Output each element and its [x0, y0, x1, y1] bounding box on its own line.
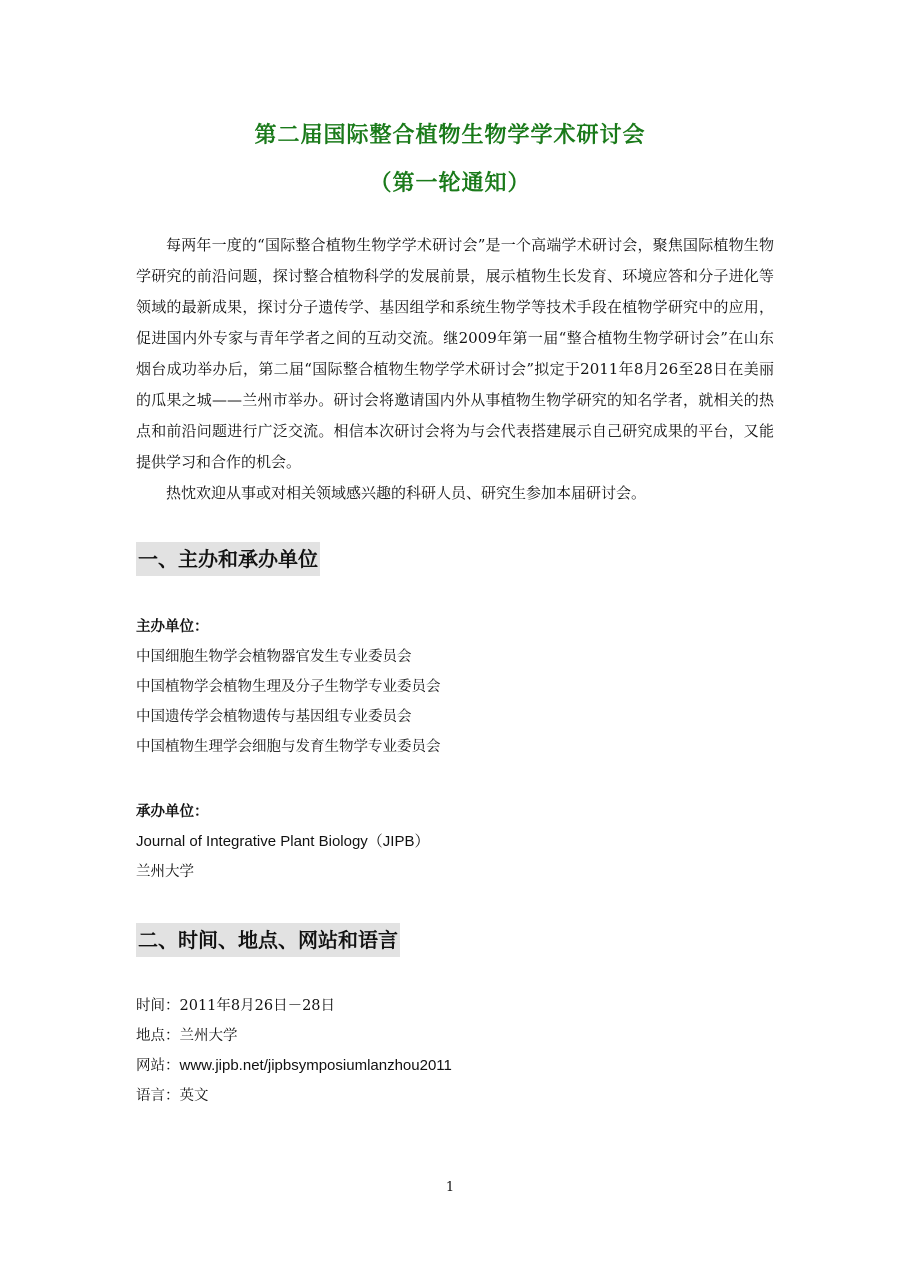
place-label: 地点： [136, 1028, 180, 1044]
website-label: 网站： [136, 1058, 180, 1074]
organizers-label: 主办单位： [136, 619, 209, 635]
organizer-item: 中国细胞生物学会植物器官发生专业委员会 [136, 649, 412, 665]
hosts-label: 承办单位： [136, 804, 209, 820]
organizer-item: 中国遗传学会植物遗传与基因组专业委员会 [136, 709, 412, 725]
host-item: Journal of Integrative Plant Biology（JIPB） [136, 833, 430, 850]
intro-paragraph: 热忱欢迎从事或对相关领域感兴趣的科研人员、研究生参加本届研讨会。 [166, 484, 647, 502]
place-row [136, 1021, 776, 1051]
language-label: 语言： [136, 1088, 180, 1104]
organizer-item: 中国植物生理学会细胞与发育生物学专业委员会 [136, 739, 441, 755]
hosts-block [136, 797, 776, 887]
organizers-block [136, 612, 776, 762]
organizer-item: 中国植物学会植物生理及分子生物学专业委员会 [136, 679, 441, 695]
event-info-block [136, 991, 776, 1111]
time-value: 2011年8月26日－28日 [179, 998, 336, 1014]
time-label: 时间： [136, 998, 180, 1014]
time-row [136, 991, 776, 1021]
place-value: 兰州大学 [179, 1028, 238, 1044]
section-heading-organizers: 一、主办和承办单位 [136, 542, 320, 576]
document-title: 第二届国际整合植物生物学学术研讨会 [254, 123, 646, 148]
website-row [136, 1051, 776, 1081]
language-value: 英文 [179, 1088, 209, 1104]
section-heading-time-place: 二、时间、地点、网站和语言 [136, 923, 400, 957]
page-number: 1 [445, 1180, 455, 1195]
document-subtitle: （第一轮通知） [369, 171, 531, 196]
intro-paragraph: 每两年一度的“国际整合植物生物学学术研讨会”是一个高端学术研讨会，聚焦国际植物生物学研究的前沿问题，探讨整合植物科学的发展前景，展示植物生长发育、环境应答和分子进化等领域的最新成果，探讨分子遗传学、基因组学和系统生物学等技术手段在植物学研究中的应用，促进国内外专家与青年学者之间的互动交流。继2009年第一届“整合植物生物学研讨会”在山东烟台成功举办后，第二届“国际整合植物生物学学术研讨会”拟定于2011年8月26至28日在美丽的瓜果之城——兰州市举办。研讨会将邀请国内外从事植物生物学研究的知名学者，就相关的热点和前沿问题进行广泛交流。相信本次研讨会将为与会代表搭建展示自己研究成果的平台，又能提供学习和合作的机会。 [136, 236, 774, 471]
host-item: 兰州大学 [136, 864, 194, 880]
intro-text [136, 230, 774, 509]
language-row [136, 1081, 776, 1111]
website-link[interactable]: www.jipb.net/jipbsymposiumlanzhou2011 [179, 1057, 452, 1074]
